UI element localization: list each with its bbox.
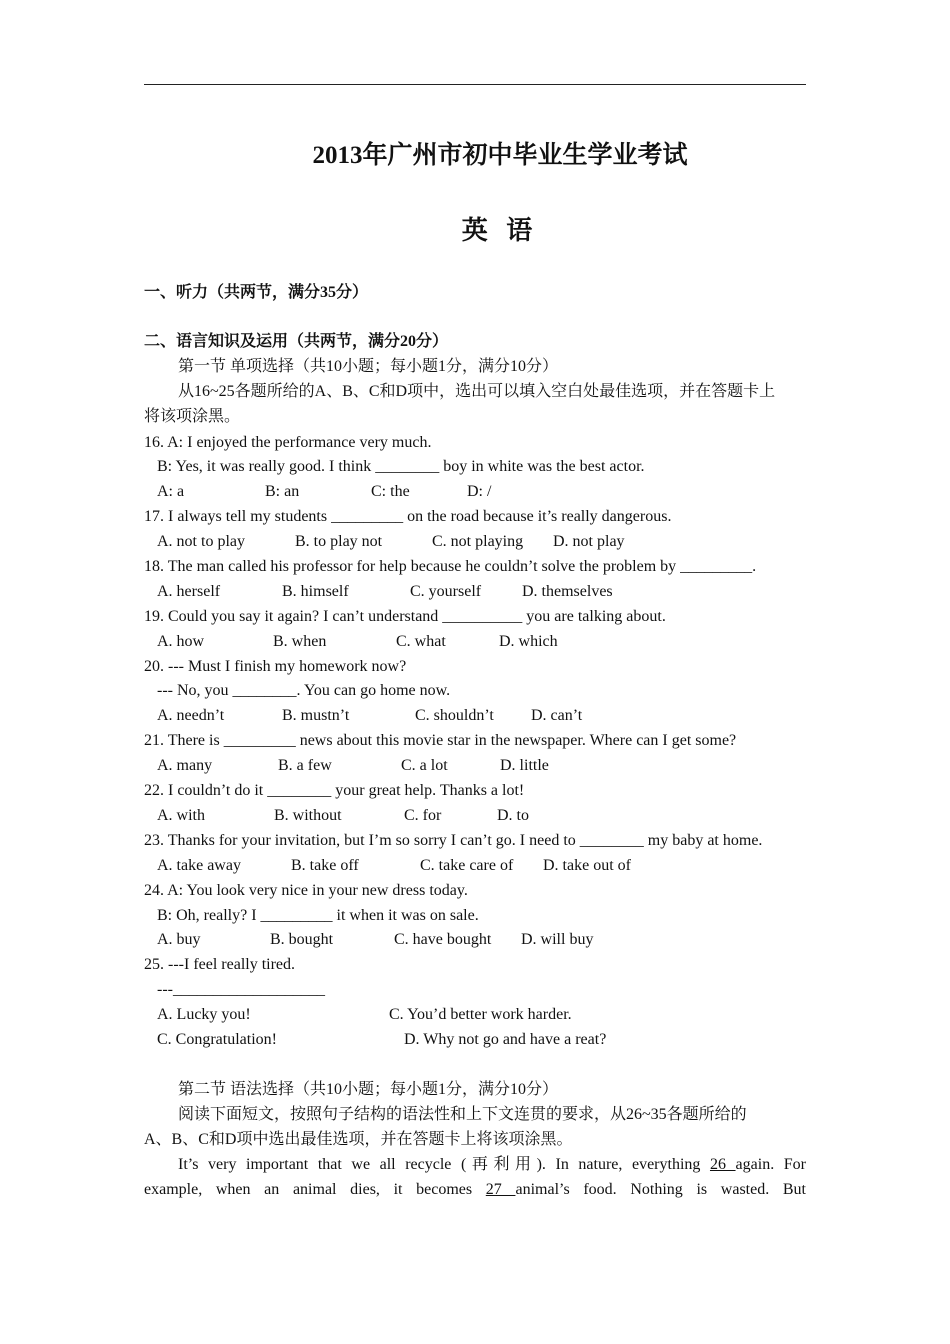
passage-line [178, 1153, 806, 1177]
option: C. take care of [420, 857, 514, 874]
blank-27: 27 [485, 1181, 516, 1198]
option: A. many [157, 757, 213, 774]
option: D: / [467, 483, 492, 500]
section1-heading: 第一节 单项选择（共10小题；每小题1分，满分10分） [178, 358, 559, 375]
option: D. will buy [521, 931, 594, 948]
option: A. Lucky you! [157, 1006, 251, 1023]
option: A. how [157, 633, 205, 650]
question-19: 19. Could you say it again? I can’t understand __________ you are talking about. [144, 608, 666, 625]
option: B: an [265, 483, 300, 500]
question-25-line2: ---___________________ [157, 981, 325, 998]
option: B. a few [278, 757, 332, 774]
option: A. not to play [157, 533, 245, 550]
option: D. themselves [522, 583, 613, 600]
question-25: 25. ---I feel really tired. [144, 956, 296, 973]
option: D. to [497, 807, 529, 824]
passage-text: example, when an animal dies, it becomes [144, 1181, 486, 1198]
option: A: a [157, 483, 185, 500]
option: B. take off [291, 857, 359, 874]
option: A. with [157, 807, 205, 824]
part2-heading: 二、语言知识及运用（共两节，满分20分） [144, 333, 449, 350]
option: A. buy [157, 931, 201, 948]
option: D. Why not go and have a reat? [404, 1031, 607, 1048]
option: C. have bought [394, 931, 492, 948]
question-24-line2: B: Oh, really? I _________ it when it was on sale. [157, 907, 479, 924]
passage-text: It’s very important that we all recycle (再利用). In nature, everything [178, 1156, 710, 1173]
header-rule [144, 84, 806, 85]
option: A. herself [157, 583, 221, 600]
option: B. bought [270, 931, 334, 948]
option: A. needn’t [157, 707, 225, 724]
section1-instruction-cont: 将该项涂黑。 [144, 408, 241, 425]
question-16-line2: B: Yes, it was really good. I think ________ boy in white was the best actor. [157, 458, 645, 475]
option: A. take away [157, 857, 241, 874]
option: D. can’t [531, 707, 583, 724]
option: B. mustn’t [282, 707, 350, 724]
option: C. a lot [401, 757, 448, 774]
option: C. what [396, 633, 446, 650]
passage-text: again. For [735, 1156, 806, 1173]
option: C. for [404, 807, 442, 824]
option: C. You’d better work harder. [389, 1006, 572, 1023]
option: D. take out of [543, 857, 631, 874]
option: C. Congratulation! [157, 1031, 277, 1048]
question-24: 24. A: You look very nice in your new dress today. [144, 882, 468, 899]
section2-instruction-cont: A、B、C和D项中选出最佳选项，并在答题卡上将该项涂黑。 [144, 1131, 573, 1148]
section2-heading: 第二节 语法选择（共10小题；每小题1分，满分10分） [178, 1081, 559, 1098]
option: C. yourself [410, 583, 482, 600]
question-21: 21. There is _________ news about this movie star in the newspaper. Where can I get some? [144, 732, 737, 749]
option: C: the [371, 483, 410, 500]
subject-title: 英 语 [461, 216, 539, 245]
exam-title: 2013年广州市初中毕业生学业考试 [312, 142, 688, 169]
question-22: 22. I couldn’t do it ________ your great help. Thanks a lot! [144, 782, 525, 799]
option: D. not play [553, 533, 625, 550]
option: B. without [274, 807, 342, 824]
option: C. not playing [432, 533, 524, 550]
option: D. which [499, 633, 558, 650]
question-20: 20. --- Must I finish my homework now? [144, 658, 407, 675]
option: C. shouldn’t [415, 707, 494, 724]
question-16: 16. A: I enjoyed the performance very much. [144, 434, 432, 451]
section1-instruction: 从16~25各题所给的A、B、C和D项中，选出可以填入空白处最佳选项，并在答题卡上 [178, 383, 776, 400]
part1-heading: 一、听力（共两节，满分35分） [144, 284, 369, 301]
option: B. himself [282, 583, 349, 600]
section2-instruction: 阅读下面短文，按照句子结构的语法性和上下文连贯的要求，从26~35各题所给的 [178, 1106, 747, 1123]
passage-line [144, 1178, 806, 1202]
option: B. to play not [295, 533, 383, 550]
question-20-line2: --- No, you ________. You can go home now. [157, 682, 451, 699]
blank-26: 26 [709, 1156, 736, 1173]
question-18: 18. The man called his professor for help because he couldn’t solve the problem by _________. [144, 558, 757, 575]
question-23: 23. Thanks for your invitation, but I’m so sorry I can’t go. I need to ________ my baby at home. [144, 832, 763, 849]
option: D. little [500, 757, 549, 774]
passage-text: animal’s food. Nothing is wasted. But [515, 1181, 807, 1198]
option: B. when [273, 633, 327, 650]
question-17: 17. I always tell my students _________ on the road because it’s really dangerous. [144, 508, 672, 525]
